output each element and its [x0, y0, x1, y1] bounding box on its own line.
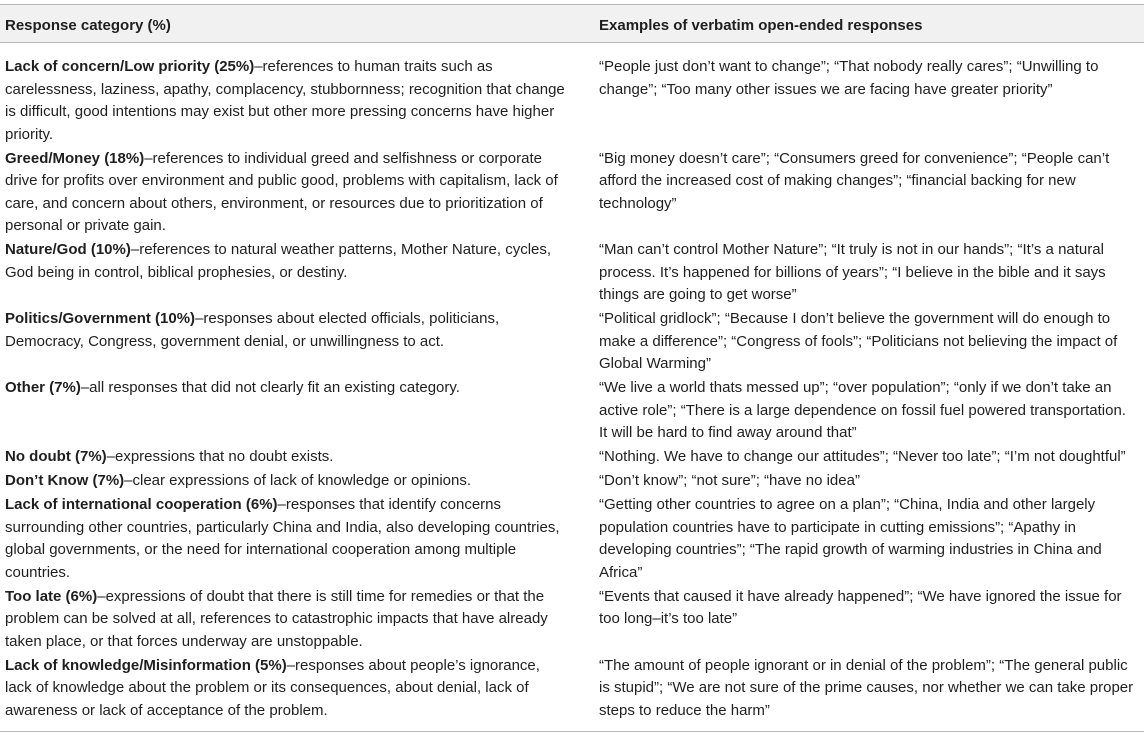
category-name: Politics/Government (10%) [5, 310, 196, 327]
category-description: –expressions that no doubt exists. [106, 448, 334, 465]
table-row [0, 308, 1144, 377]
category-description: –references to natural weather patterns, Mother Nature, cycles, God being in control, biblical prophesies, or destiny. [5, 241, 552, 281]
bottom-rule [0, 731, 1144, 732]
table-row [0, 148, 1144, 240]
table-row [0, 239, 1144, 308]
category-description: –references to human traits such as carelessness, laziness, apathy, complacency, stubbornness; recognition that change is difficult, good intentions may exist but other more pressing concerns have higher priority. [5, 58, 565, 143]
examples-cell: “Man can’t control Mother Nature”; “It truly is not in our hands”; “It’s a natural process. It’s happened for billions of years”; “I believe in the bible and it says things are going to get worse” [599, 241, 1106, 303]
table-row [0, 470, 1144, 494]
category-cell [5, 470, 565, 493]
examples-cell: “Big money doesn’t care”; “Consumers greed for convenience”; “People can’t afford the increased cost of making changes”; “financial backing for new technology” [599, 149, 1110, 212]
examples-cell: “People just don’t want to change”; “That nobody really cares”; “Unwilling to change”; “Too many other issues we are facing have greater priority” [599, 58, 1099, 98]
top-rule [0, 4, 1144, 5]
table-body [0, 56, 1144, 724]
category-description: –all responses that did not clearly fit an existing category. [80, 379, 460, 396]
examples-cell: “Political gridlock”; “Because I don’t believe the government will do enough to make a difference”; “Congress of fools”; “Politicians not believing the impact of Global Warming” [599, 310, 1118, 372]
category-name: Other (7%) [5, 379, 81, 396]
examples-cell: “Don’t know”; “not sure”; “have no idea” [599, 472, 860, 489]
table-row [0, 56, 1144, 148]
table-header [0, 4, 1144, 42]
examples-cell: “Events that caused it have already happened”; “We have ignored the issue for too long–it’s too late” [599, 587, 1122, 627]
category-description: –clear expressions of lack of knowledge or opinions. [124, 472, 472, 489]
header-verbatim-examples: Examples of verbatim open-ended responses [599, 17, 923, 34]
header-response-category: Response category (%) [5, 17, 171, 34]
category-description: –responses about people’s ignorance, lack of knowledge about the problem or its consequences, about denial, lack of awareness or lack of acceptance of the problem. [5, 656, 540, 719]
table-row [0, 377, 1144, 446]
table-row [0, 494, 1144, 586]
category-cell [5, 655, 565, 723]
category-description: –expressions of doubt that there is still time for remedies or that the problem can be solved at all, references to catastrophic impacts that have already taken place, or that forces underway are unstoppable. [5, 587, 548, 650]
category-name: Lack of knowledge/Misinformation (5%) [5, 656, 287, 674]
category-name: Greed/Money (18%) [5, 149, 145, 167]
examples-cell: “We live a world thats messed up”; “over population”; “only if we don’t take an active role”; “There is a large dependence on fossil fuel powered transportation. It will be hard to find away around that” [599, 379, 1126, 441]
category-cell [5, 377, 565, 445]
category-cell [5, 308, 565, 376]
category-cell [5, 148, 565, 238]
category-description: –responses about elected officials, politicians, Democracy, Congress, government denial, or unwillingness to act. [5, 310, 500, 350]
category-cell [5, 446, 565, 469]
table-row [0, 655, 1144, 724]
table-row [0, 446, 1144, 470]
examples-cell: “The amount of people ignorant or in denial of the problem”; “The general public is stupid”; “We are not sure of the prime causes, nor whether we can take proper steps to reduce the harm” [599, 656, 1134, 719]
category-cell [5, 586, 565, 654]
category-name: No doubt (7%) [5, 448, 107, 465]
category-description: –responses that identify concerns surrounding other countries, particularly China and India, also developing countries, global governments, or the need for international cooperation among multiple countries. [5, 496, 560, 581]
category-name: Too late (6%) [5, 587, 98, 605]
category-cell [5, 56, 565, 146]
category-name: Lack of concern/Low priority (25%) [5, 58, 255, 75]
examples-cell: “Nothing. We have to change our attitudes”; “Never too late”; “I’m not doughtful” [599, 448, 1126, 465]
category-name: Lack of international cooperation (6%) [5, 496, 278, 513]
category-cell [5, 494, 565, 584]
examples-cell: “Getting other countries to agree on a plan”; “China, India and other largely population countries have to participate in cutting emissions”; “Apathy in developing countries”; “The rapid growth of warming industries in China and Africa” [599, 496, 1102, 581]
category-cell [5, 239, 565, 307]
category-name: Nature/God (10%) [5, 241, 131, 258]
category-name: Don’t Know (7%) [5, 472, 125, 489]
table-row [0, 586, 1144, 655]
category-description: –references to individual greed and selfishness or corporate drive for profits over environment and public good, problems with capitalism, lack of care, and concern about others, environment, or resources due to prioritization of personal or private gain. [5, 149, 558, 234]
header-rule [0, 42, 1144, 43]
